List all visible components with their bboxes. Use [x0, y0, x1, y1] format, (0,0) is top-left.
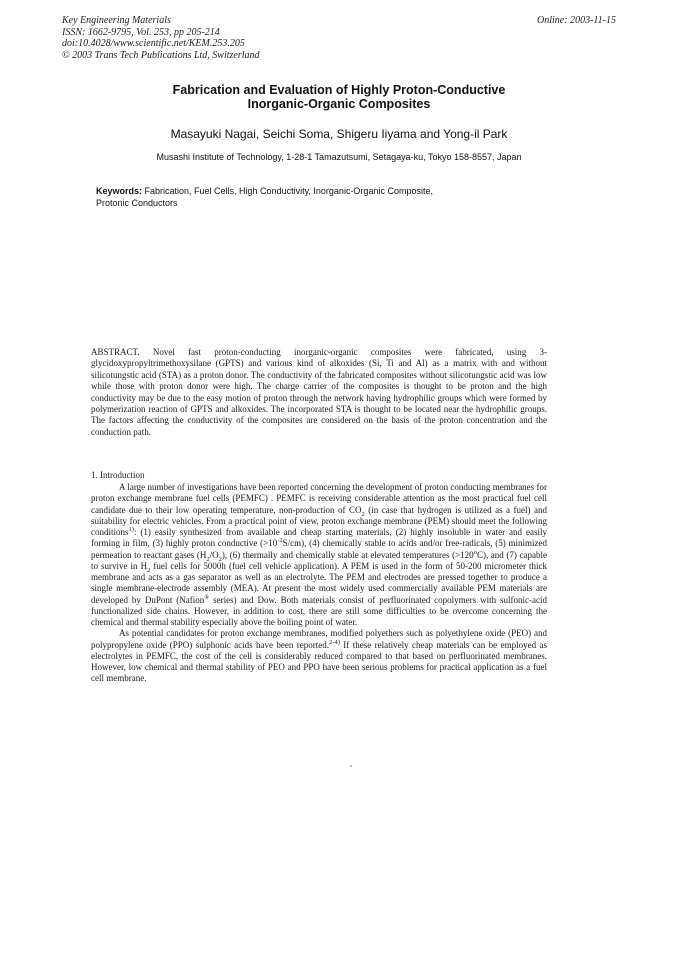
section-heading: 1. Introduction: [91, 470, 145, 480]
title-line-1: Fabrication and Evaluation of Highly Proton-Conductive: [172, 83, 506, 97]
issn-line: ISSN: 1662-9795, Vol. 253, pp 205-214: [62, 26, 220, 38]
paper-title: [0, 83, 678, 111]
online-date: Online: 2003-11-15: [537, 15, 616, 26]
keywords-label: Keywords:: [96, 186, 143, 196]
title-line-2: Inorganic-Organic Composites: [247, 97, 431, 111]
scan-speck: [350, 765, 352, 767]
keywords-text-1: Fabrication, Fuel Cells, High Conductivity, Inorganic-Organic Composite,: [142, 186, 433, 196]
keywords: [96, 186, 516, 209]
authors: Masayuki Nagai, Seichi Soma, Shigeru Iiyama and Yong-il Park: [170, 127, 508, 141]
doi-line[interactable]: doi:10.4028/www.scientific.net/KEM.253.205: [62, 38, 245, 49]
paragraph: A large number of investigations have been reported concerning the development of proton conducting membranes for proton exchange membrane fuel cells (PEMFC) . PEMFC is receiving considerable attention as the most practical fuel cell candidate due to their low operating temperature, non-production of $CO_2$ (in case that hydrogen is utilized as a fuel) and suitability for electric vehicles. From a practical point of view, proton exchange membrane (PEM) should meet the following conditions$^{1)}$: (1) easily synthesized from available and cheap starting materials, (2) highly insoluble in water and easily forming in film, (3) highly proton conductive $(>10^{-2}S/cm)$, (4) chemically stable to acids and/or free-radicals, (5) minimized permeation to reactant gases $(H_2/O_2)$, (6) thermally and chemically stable at elevated temperatures $(>120^oC)$, and (7) capable to survive in $H_2$ fuel cells for 5000h (fuel cell vehicle application). A PEM is used in the form of 50-200 micrometer thick membrane and acts as a gas separator as well as an electrolyte. The PEM and electrodes are pressed together to produce a single membrane-electrode assembly (MEA). At present the most widely used commercially available PEM materials are developed by DuPont (Nafion® series) and Dow. Both materials consist of perfluorinated copolymers with sulfonic-acid functionalized side chains. However, in addition to cost, there are still some difficulties to be overcome concerning the chemical and thermal stability especially above the boiling point of water.: [91, 482, 548, 627]
body-text: [91, 482, 547, 685]
abstract: ABSTRACT. Novel fast proton-conducting inorganic-organic composites were fabricated, using 3-glycidoxypropyltrimethoxysilane (GPTS) and various kind of alkoxides (Si, Ti and Al) as a matrix with and without silicotungstic acid (STA) as a proton donor. The conductivity of the fabricated composites without silicotungstic acid was low while those with proton donor were high. The charge carrier of the composites is thought to be proton and the high conductivity may be due to the easy motion of proton through the network having hydrophilic groups which were formed by polymerization reaction of GPTS and alkoxides. The incorporated STA is thought to be located near the hydrophilic groups. The factors affecting the conductivity of the composites are considered on the basis of the proton concentration and the conduction path.: [91, 347, 547, 437]
affiliation: Musashi Institute of Technology, 1-28-1 Tamazutsumi, Setagaya-ku, Tokyo 158-8557, Japan: [156, 152, 522, 162]
copyright-line: © 2003 Trans Tech Publications Ltd, Switzerland: [62, 49, 260, 61]
journal-header: [62, 15, 260, 61]
paragraph: As potential candidates for proton exchange membranes, modified polyethers such as polyethylene oxide (PEO) and polypropylene oxide (PPO) sulphonic acids have been reported.$^{2-4)}$ If these relatively cheap materials can be employed as electrolytes in PEMFC, the cost of the cell is considerably reduced compared to that based on perfluorinated membranes. However, low chemical and thermal stability of PEO and PPO have been serious problems for practical application as a fuel cell membrane.: [91, 628, 547, 684]
journal-name: Key Engineering Materials: [62, 15, 171, 26]
keywords-text-2: Protonic Conductors: [96, 197, 178, 208]
